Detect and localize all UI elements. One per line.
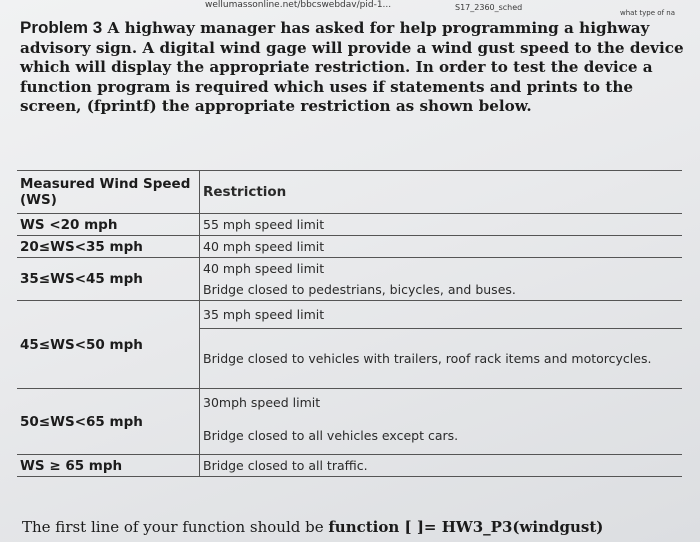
wind-speed-cell: 45≤WS<50 mph [17,301,200,389]
browser-tab-bar [0,0,700,16]
problem-text: A highway manager has asked for help programming a highway advisory sign. A digital wind gage will provide a wind gust speed to the device which will display the appropriate restriction. In order to test the device a function program is required which uses if statements and prints to the screen, (fprintf) the appropriate restriction as shown below. [20,19,684,115]
restriction-table [17,170,682,477]
function-signature: function [ ]= HW3_P3(windgust) [328,518,604,536]
instruction-text: The first line of your function should be [22,518,329,536]
wind-speed-cell: WS ≥ 65 mph [17,455,200,477]
table-row [17,214,682,236]
problem-number: Problem 3 [20,18,103,37]
problem-statement [20,18,692,117]
header-restriction: Restriction [200,171,683,214]
restriction-cell: Bridge closed to pedestrians, bicycles, and buses. [200,280,683,301]
header-wind-speed: Measured Wind Speed (WS) [17,171,200,214]
restriction-cell: Bridge closed to vehicles with trailers, roof rack items and motorcycles. [200,329,683,389]
restriction-cell: Bridge closed to all vehicles except cars. [200,417,683,455]
wind-speed-cell: 35≤WS<45 mph [17,258,200,301]
restriction-cell: 35 mph speed limit [200,301,683,329]
table-row [17,258,682,280]
restriction-cell: 30mph speed limit [203,395,321,411]
wind-speed-cell: 20≤WS<35 mph [17,236,200,258]
tab-schedule[interactable]: S17_2360_sched [455,3,523,12]
table-row [17,389,682,417]
restriction-cell: 40 mph speed limit [200,236,683,258]
table-header-row [17,171,682,214]
restriction-cell: 55 mph speed limit [200,214,683,236]
restriction-cell: 40 mph speed limit [203,261,325,277]
wind-speed-cell: 50≤WS<65 mph [17,389,200,455]
table-row [17,455,682,477]
function-instruction [22,518,603,536]
table-row [17,301,682,329]
table-row [17,236,682,258]
url-text[interactable]: wellumassonline.net/bbcswebdav/pid-1... [205,0,392,10]
restriction-cell: Bridge closed to all traffic. [200,455,683,477]
tab-right[interactable]: what type of na [620,9,675,17]
wind-speed-cell: WS <20 mph [17,214,200,236]
